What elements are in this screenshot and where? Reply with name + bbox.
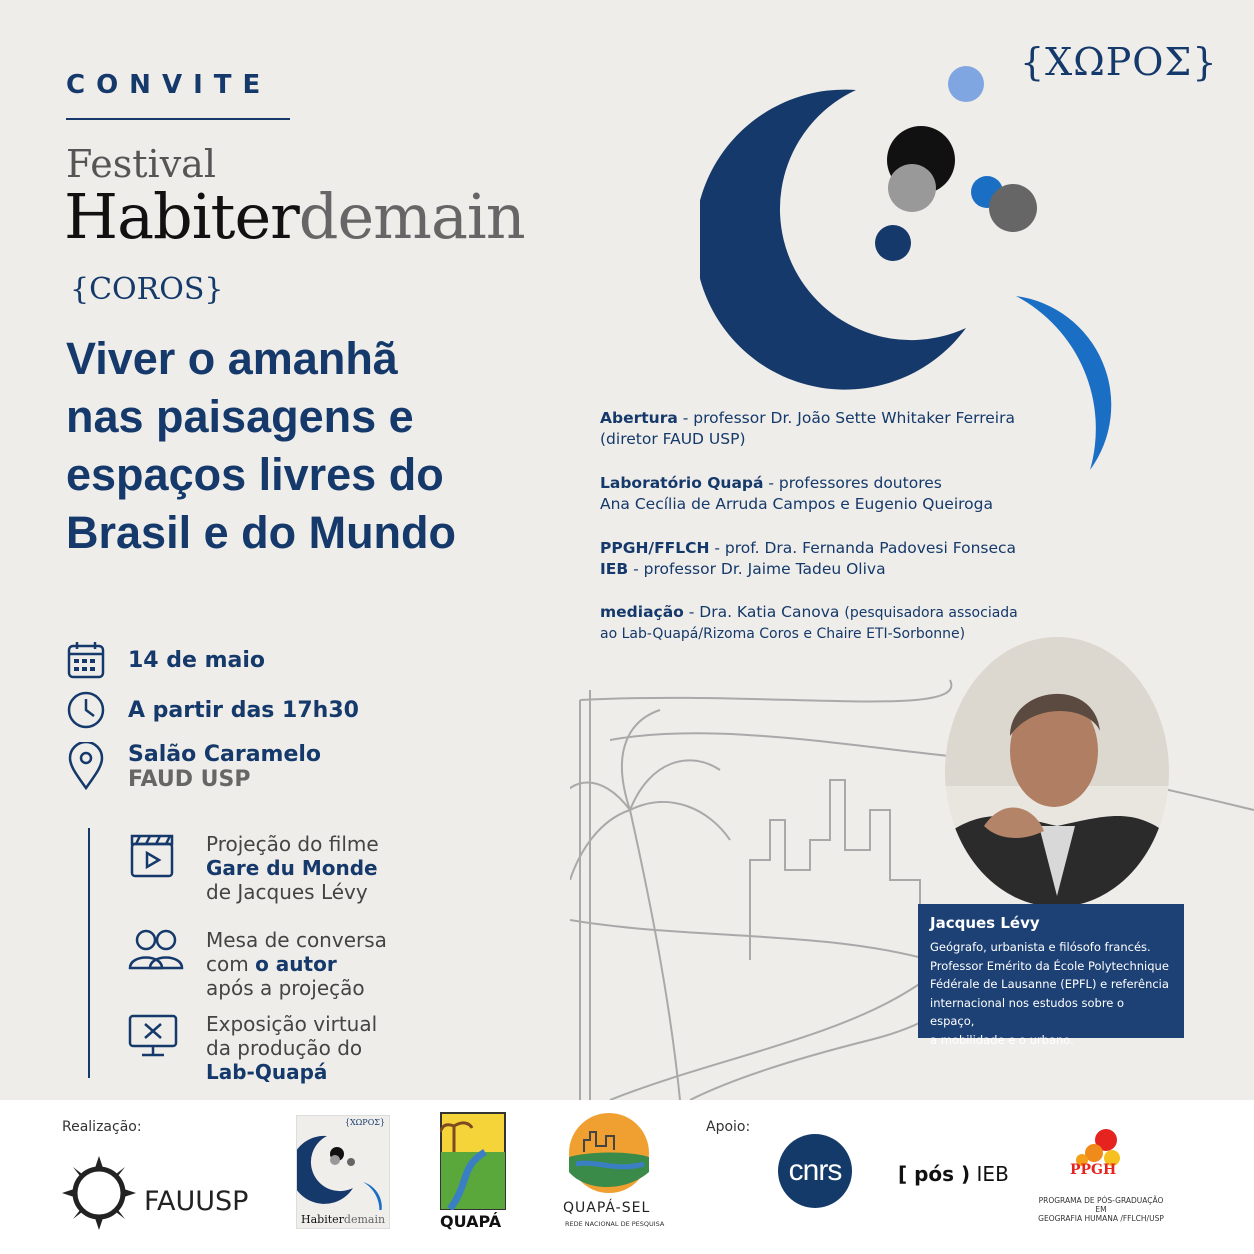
apoio-label: Apoio: [706, 1119, 751, 1135]
activity-line: Mesa de conversa [206, 928, 387, 952]
program-text: - professor Dr. Jaime Tadeu Oliva [628, 560, 886, 578]
bio-text: Geógrafo, urbanista e filósofo francés. [930, 940, 1151, 954]
blue-crescent-shape [1016, 296, 1111, 470]
mini-brand-light: demain [343, 1213, 386, 1226]
activities-divider [88, 828, 90, 1078]
invite-divider [66, 118, 290, 120]
cnrs-logo: cnrs [778, 1134, 852, 1208]
program-role: Abertura [600, 409, 678, 427]
activity-line: da produção do [206, 1036, 363, 1060]
activity-text [206, 928, 387, 1000]
bio-text: Fédérale de Lausanne (EPFL) e referência [930, 977, 1169, 991]
event-place: Salão Caramelo [128, 742, 322, 767]
mini-crescent-icon [297, 1130, 389, 1210]
xoros-logo: {ΧΩΡΟΣ} [1020, 40, 1218, 84]
people-icon [128, 928, 184, 972]
event-date: 14 de maio [128, 647, 266, 673]
program-role: Laboratório Quapá [600, 474, 764, 492]
fauusp-logo-mark [62, 1156, 136, 1230]
program-role: mediação [600, 603, 684, 621]
activity-exhibition [128, 1012, 377, 1084]
event-place-sub: FAUD USP [128, 767, 251, 792]
festival-label: Festival [66, 142, 216, 186]
ppgh-logo-text: PPGH [1070, 1162, 1117, 1178]
program-text: - professor Dr. João Sette Whitaker Ferreira [677, 409, 1015, 427]
quapasel-logo-mark [566, 1112, 652, 1194]
navy-dot [875, 225, 911, 261]
bio-text: internacional nos estudos sobre o espaço, [930, 995, 1125, 1028]
activity-line: Exposição virtual [206, 1012, 378, 1036]
posieb-text: IEB [970, 1162, 1009, 1186]
place-row [66, 742, 321, 792]
program-item [600, 473, 1020, 515]
light-blue-dot [948, 66, 984, 102]
headline-line: espaços livres do [66, 449, 444, 500]
bio-box [918, 904, 1184, 1047]
activity-text [206, 832, 379, 904]
coros-label: {COROS} [70, 272, 224, 307]
activity-film [128, 832, 379, 904]
bio-text: Professor Emérito da École Polytechnique [930, 958, 1169, 973]
clock-icon [66, 690, 106, 730]
brand-dark: Habiter [64, 180, 299, 253]
invite-label: CONVITE [66, 70, 272, 100]
ppgh-subtitle-line: PROGRAMA DE PÓS-GRADUAÇÃO EM [1038, 1196, 1164, 1214]
program-text: - Dra. Katia Canova [683, 603, 845, 621]
author-highlight: o autor [255, 952, 337, 976]
activity-talk [128, 928, 387, 1000]
date-row [66, 640, 265, 680]
headline-line: nas paisagens e [66, 391, 414, 442]
festival-brand [64, 180, 525, 253]
headline [66, 330, 586, 562]
activity-line: de Jacques Lévy [206, 880, 368, 904]
quapa-logo-text: QUAPÁ [440, 1212, 502, 1231]
calendar-icon [66, 640, 106, 680]
posieb-bracket: [ pós ) [898, 1162, 971, 1186]
activity-line: Projeção do filme [206, 832, 379, 856]
bio-name: Jacques Lévy [930, 914, 1040, 932]
film-icon [128, 832, 176, 880]
mini-brand [301, 1213, 385, 1226]
palm-trunk [630, 810, 680, 1100]
realizacao-label: Realização: [62, 1119, 142, 1135]
headline-line: Viver o amanhã [66, 333, 398, 384]
fauusp-logo-text: FAUUSP [144, 1186, 249, 1217]
quapa-logo-mark [440, 1112, 506, 1210]
monitor-icon [128, 1012, 178, 1058]
time-row [66, 690, 359, 730]
activity-text [206, 1012, 377, 1084]
sun-rays [62, 1156, 136, 1230]
program-text: (diretor FAUD USP) [600, 430, 746, 448]
dark-grey-dot [989, 184, 1037, 232]
program-item [600, 408, 1020, 450]
mini-brand-dark: Habiter [301, 1213, 344, 1226]
event-time: A partir das 17h30 [128, 697, 359, 723]
posieb-logo [898, 1162, 1009, 1186]
brand-light: demain [298, 180, 525, 253]
program-text: Ana Cecília de Arruda Campos e Eugenio Queiroga [600, 495, 994, 513]
quapasel-logo-text: QUAPÁ-SEL [563, 1200, 651, 1216]
shore [570, 920, 959, 1100]
ppgh-subtitle-line: GEOGRAFIA HUMANA /FFLCH/USP [1038, 1214, 1164, 1223]
program-role: IEB [600, 560, 629, 578]
activity-line: com [206, 952, 256, 976]
program-item [600, 538, 1020, 580]
program-text: ao Lab-Quapá/Rizoma Coros e Chaire ETI-Sorbonne) [600, 626, 966, 642]
skyline [750, 780, 920, 960]
mini-xoros: {ΧΩΡΟΣ} [344, 1118, 385, 1127]
grey-dot [888, 164, 936, 212]
jacques-levy-portrait [944, 636, 1170, 908]
lab-highlight: Lab-Quapá [206, 1060, 328, 1084]
location-pin-icon [66, 742, 106, 790]
program-text: - prof. Dra. Fernanda Padovesi Fonseca [709, 539, 1017, 557]
film-title: Gare du Monde [206, 856, 378, 880]
habiterdemain-logo [296, 1115, 390, 1229]
bio-text: a mobilidade e o urbano. [930, 1032, 1074, 1047]
ppgh-subtitle [1036, 1196, 1166, 1223]
headline-line: Brasil e do Mundo [66, 507, 457, 558]
program-text: - professores doutores [763, 474, 942, 492]
program-role: PPGH/FFLCH [600, 539, 710, 557]
quapasel-subtitle: REDE NACIONAL DE PESQUISA [565, 1220, 665, 1228]
activity-line: após a projeção [206, 976, 365, 1000]
program-note: (pesquisadora associada [844, 605, 1018, 621]
